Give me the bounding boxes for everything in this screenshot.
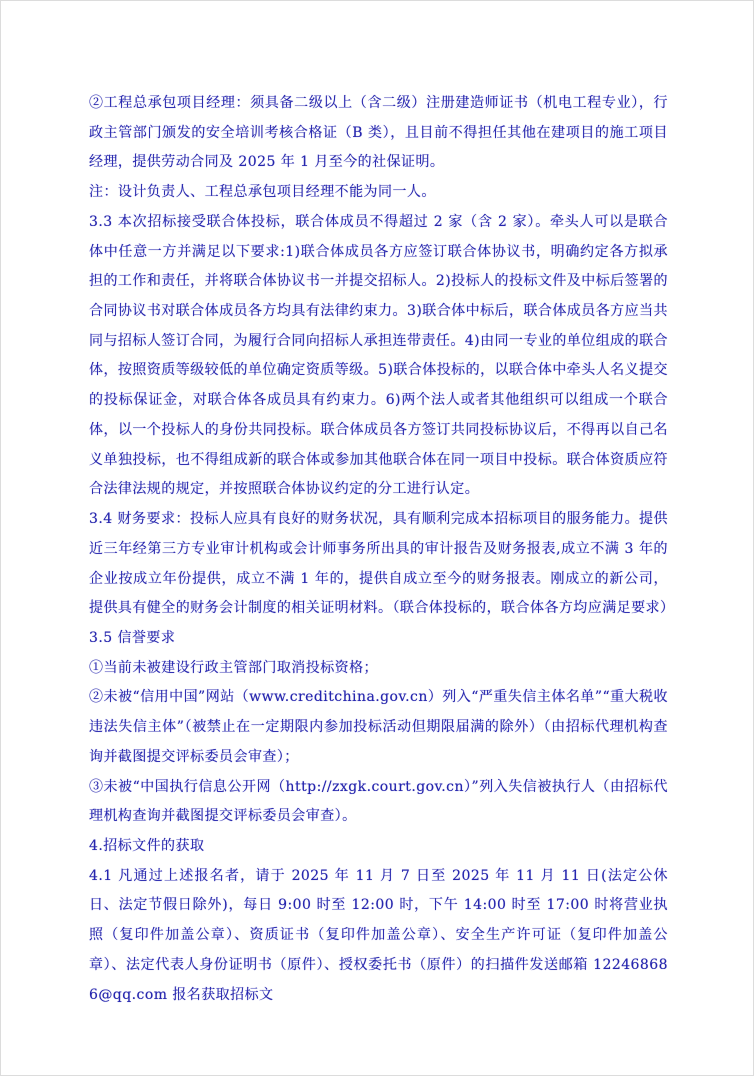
para-project-manager-requirement: ②工程总承包项目经理：须具备二级以上（含二级）注册建造师证书（机电工程专业），行政主管部门颁发的安全培训考核合格证（B 类），且目前不得担任其他在建项目的施工项目经理，提供劳动合同及 2025 年 1 月至今的社保证明。 xyxy=(89,95,668,171)
para-3-3-consortium-bidding: 3.3 本次招标接受联合体投标，联合体成员不得超过 2 家（含 2 家）。牵头人可以是联合体中任意一方并满足以下要求:1)联合体成员各方应签订联合体协议书，明确约定各方拟承担的工作和责任，并将联合体协议书一并提交招标人。2)投标人的投标文件及中标后签署的合同协议书对联合体成员各方均具有法律约束力。3)联合体中标后，联合体成员各方应当共同与招标人签订合同，为履行合同向招标人承担连带责任。4)由同一专业的单位组成的联合体，按照资质等级较低的单位确定资质等级。5)联合体投标的，以联合体中牵头人名义提交的投标保证金，对联合体各成员具有约束力。6)两个法人或者其他组织可以组成一个联合体，以一个投标人的身份共同投标。联合体成员各方签订共同投标协议后，不得再以自己名义单独投标，也不得组成新的联合体或参加其他联合体在同一项目中投标。联合体资质应符合法律法规的规定，并按照联合体协议约定的分工进行认定。 xyxy=(89,213,668,498)
para-4-document-acquisition-heading: 4.招标文件的获取 xyxy=(89,837,205,854)
para-note-same-person: 注：设计负责人、工程总承包项目经理不能为同一人。 xyxy=(89,184,436,201)
para-credit-item-3-court: ③未被“中国执行信息公开网（http://zxgk.court.gov.cn）”列入失信被执行人（由招标代理机构查询并截图提交评标委员会审查）。 xyxy=(89,778,668,825)
para-3-4-financial-requirement: 3.4 财务要求：投标人应具有良好的财务状况，具有顺利完成本招标项目的服务能力。提供近三年经第三方专业审计机构或会计师事务所出具的审计报告及财务报表,成立不满 3 年的企业按成立年份提供，成立不满 1 年的，提供自成立至今的财务报表。刚成立的新公司，提供具有健全的财务会计制度的相关证明材料。（联合体投标的，联合体各方均应满足要求） xyxy=(89,511,675,617)
para-credit-item-2-creditchina: ②未被“信用中国”网站（www.creditchina.gov.cn）列入“严重失信主体名单”“重大税收违法失信主体”（被禁止在一定期限内参加投标活动但期限届满的除外）（由招标代理机构查询并截图提交评标委员会审查）； xyxy=(89,689,668,765)
para-3-5-credit-requirement-heading: 3.5 信誉要求 xyxy=(89,629,176,646)
para-4-1-registration-details: 4.1 凡通过上述报名者，请于 2025 年 11 月 7 日至 2025 年 11 月 11 日(法定公休日、法定节假日除外)，每日 9:00 时至 12:00 时，下午 14:00 时至 17:00 时将营业执照（复印件加盖公章）、资质证书（复印件加盖公章）、安全生产许可证（复印件加盖公章）、法定代表人身份证明书（原件）、授权委托书（原件）的扫描件发送邮箱 122468686@qq.com 报名获取招标文 xyxy=(89,867,668,1003)
document-body xyxy=(89,89,675,1010)
para-credit-item-1: ①当前未被建设行政主管部门取消投标资格； xyxy=(89,659,378,676)
